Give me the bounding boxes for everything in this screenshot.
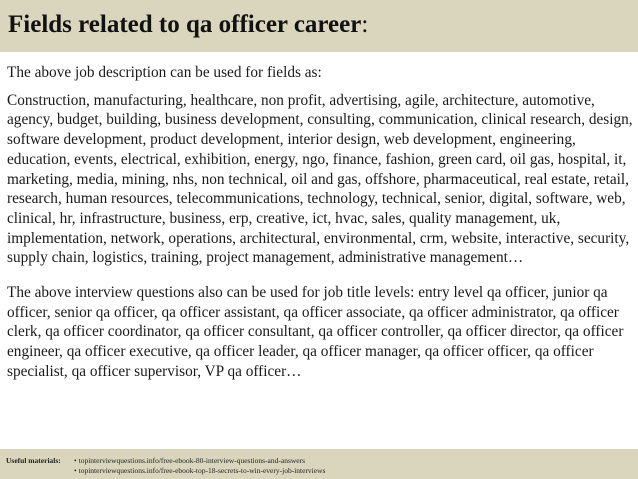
slide-content xyxy=(7,63,633,382)
slide-title xyxy=(8,11,368,39)
useful-material-link-text: topinterviewquestions.info/free-ebook-top-18-secrets-to-win-every-job-interviews xyxy=(78,466,326,475)
useful-material-link[interactable] xyxy=(74,456,325,466)
useful-materials-label: Useful materials: xyxy=(6,456,61,465)
useful-material-link[interactable] xyxy=(74,466,325,476)
bullet-icon: • xyxy=(74,456,77,465)
title-bar xyxy=(0,0,638,52)
intro-paragraph: The above job description can be used for fields as: xyxy=(7,64,322,81)
job-levels-paragraph: The above interview questions also can be used for job title levels: entry level qa officer, junior qa officer, senior qa officer, qa officer assistant, qa officer associate, qa officer administrator, qa officer clerk, qa officer coordinator, qa officer consultant, qa officer controller, qa officer director, qa officer engineer, qa officer executive, qa officer leader, qa officer manager, qa officer officer, qa officer specialist, qa officer supervisor, VP qa officer… xyxy=(7,284,624,380)
footer-bar xyxy=(0,449,638,479)
slide-title-text: Fields related to qa officer career xyxy=(8,11,362,38)
slide-title-colon: : xyxy=(361,11,369,38)
useful-materials-list xyxy=(74,456,325,476)
bullet-icon: • xyxy=(74,466,77,475)
fields-paragraph: Construction, manufacturing, healthcare, non profit, advertising, agile, architecture, automotive, agency, budget, building, business development, consulting, communication, clinical research, design, software development, product development, interior design, web development, engineering, education, events, electrical, exhibition, energy, ngo, finance, fashion, green card, oil gas, hospital, it, marketing, media, mining, nhs, non technical, oil and gas, offshore, pharmaceutical, real estate, retail, research, human resources, telecommunications, technology, technical, senior, digital, software, web, clinical, hr, infrastructure, business, erp, creative, ict, hvac, sales, quality management, uk, implementation, network, operations, architectural, environmental, crm, website, interactive, security, supply chain, logistics, training, project management, administrative management… xyxy=(7,91,633,267)
useful-material-link-text: topinterviewquestions.info/free-ebook-80-interview-questions-and-answers xyxy=(78,456,306,465)
